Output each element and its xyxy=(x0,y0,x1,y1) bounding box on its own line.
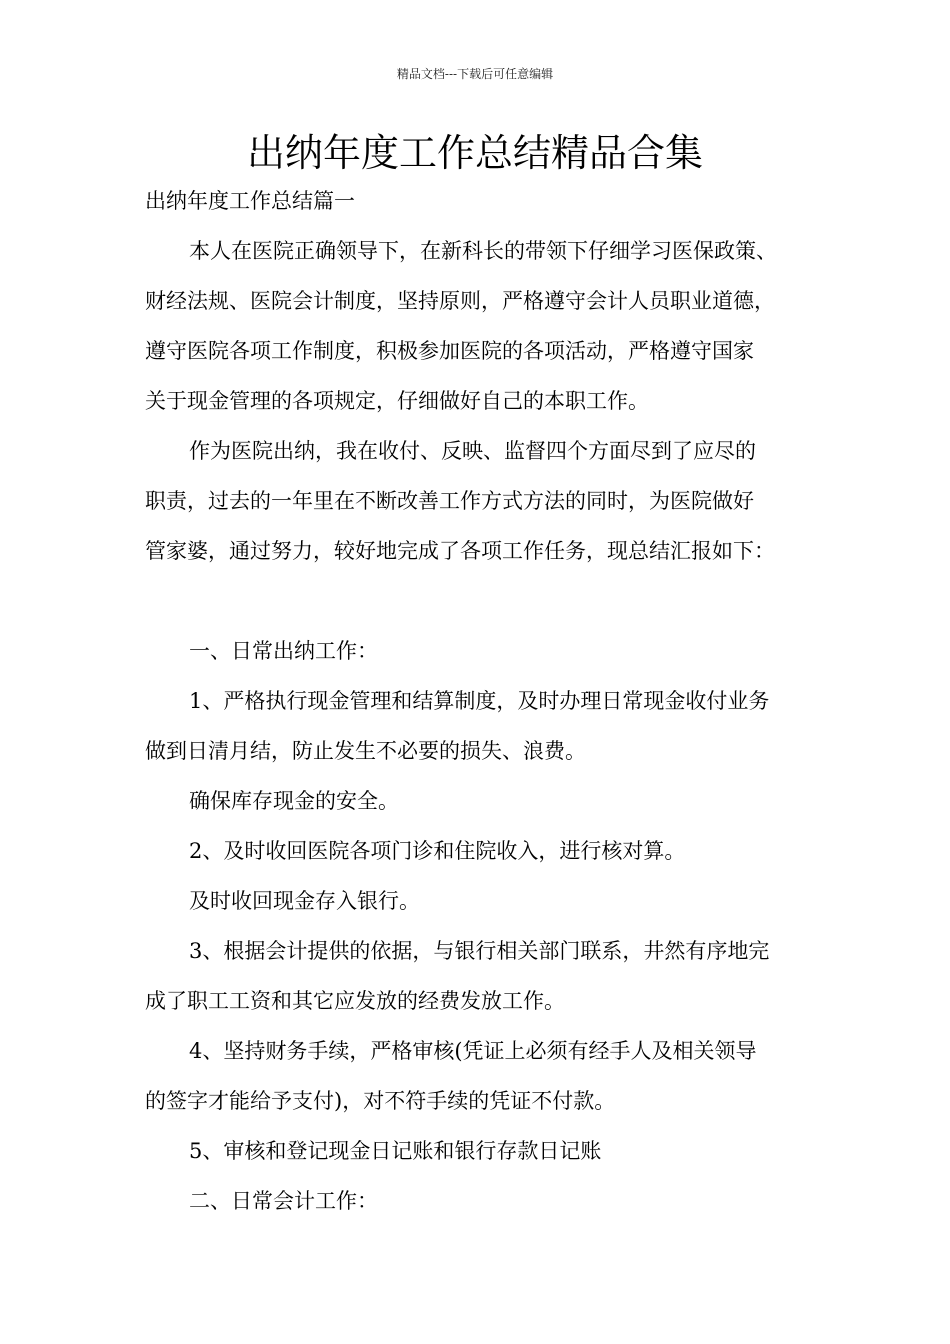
list-item-continuation: 做到日清月结，防止发生不必要的损失、浪费。 xyxy=(145,739,586,763)
paragraph-line: 及时收回现金存入银行。 xyxy=(189,889,420,913)
paragraph-line: 作为医院出纳，我在收付、反映、监督四个方面尽到了应尽的 xyxy=(189,439,756,463)
section-heading: 出纳年度工作总结篇一 xyxy=(145,189,355,213)
list-heading: 二、日常会计工作： xyxy=(189,1189,378,1213)
paragraph-line: 关于现金管理的各项规定，仔细做好自己的本职工作。 xyxy=(145,389,649,413)
paragraph-line: 管家婆，通过努力，较好地完成了各项工作任务，现总结汇报如下： xyxy=(145,539,775,563)
paragraph-line: 本人在医院正确领导下，在新科长的带领下仔细学习医保政策、 xyxy=(189,239,777,263)
page-header: 精品文档---下载后可任意编辑 xyxy=(396,67,554,81)
list-item-continuation: 成了职工工资和其它应发放的经费发放工作。 xyxy=(145,989,565,1013)
paragraph-line: 遵守医院各项工作制度，积极参加医院的各项活动，严格遵守国家 xyxy=(145,339,754,363)
list-heading: 一、日常出纳工作： xyxy=(189,639,378,663)
paragraph-line: 财经法规、医院会计制度，坚持原则，严格遵守会计人员职业道德， xyxy=(145,289,775,313)
list-item-continuation: 的签字才能给予支付)，对不符手续的凭证不付款。 xyxy=(145,1089,616,1113)
paragraph-line: 确保库存现金的安全。 xyxy=(189,789,399,813)
list-item: 5、审核和登记现金日记账和银行存款日记账 xyxy=(189,1139,602,1163)
list-item: 3、根据会计提供的依据，与银行相关部门联系，井然有序地完 xyxy=(189,939,770,963)
list-item: 2、及时收回医院各项门诊和住院收入，进行核对算。 xyxy=(189,839,686,863)
document-title: 出纳年度工作总结精品合集 xyxy=(246,131,703,175)
list-item: 4、坚持财务手续，严格审核(凭证上必须有经手人及相关领导 xyxy=(189,1039,757,1063)
paragraph-line: 职责，过去的一年里在不断改善工作方式方法的同时，为医院做好 xyxy=(145,489,754,513)
list-item: 1、严格执行现金管理和结算制度，及时办理日常现金收付业务 xyxy=(189,689,770,713)
